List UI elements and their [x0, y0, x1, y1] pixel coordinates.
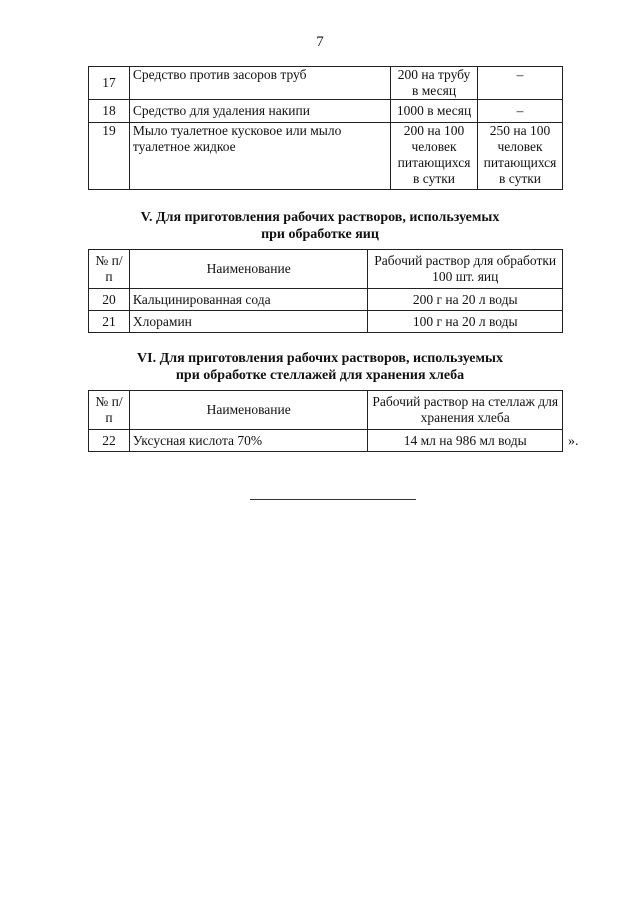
item-name: Кальцинированная сода: [129, 289, 368, 311]
top-table: [88, 66, 563, 190]
norm-value: 1000 в месяц: [391, 100, 478, 123]
row-number: 22: [89, 430, 130, 452]
section-6-title-line1: VI. Для приготовления рабочих растворов, используемых: [137, 351, 503, 366]
section-6-title-line2: при обработке стеллажей для хранения хлеба: [175, 368, 465, 383]
norm-value: 200 на трубу в месяц: [391, 67, 478, 100]
table-row: [89, 311, 563, 333]
closing-quote: ».: [568, 434, 579, 449]
norm-value-alt: 250 на 100 человек питающихся в сутки: [478, 123, 563, 190]
table-row: [89, 67, 563, 100]
table-header-row: [89, 391, 563, 430]
header-number: № п/п: [89, 391, 130, 430]
solution-value: 100 г на 20 л воды: [368, 311, 563, 333]
table-row: [89, 123, 563, 190]
item-name: Уксусная кислота 70%: [129, 430, 368, 452]
row-number: 18: [89, 100, 130, 123]
row-number: 21: [89, 311, 130, 333]
item-name: Хлорамин: [129, 311, 368, 333]
solution-value: 14 мл на 986 мл воды: [368, 430, 563, 452]
norm-value-alt: –: [478, 100, 563, 123]
row-number: 20: [89, 289, 130, 311]
table-row: [89, 289, 563, 311]
item-name: Средство для удаления накипи: [129, 100, 390, 123]
item-name: Средство против засоров труб: [129, 67, 390, 100]
section-6-title: [0, 350, 640, 384]
end-rule: [250, 499, 416, 500]
norm-value-alt: –: [478, 67, 563, 100]
header-solution: Рабочий раствор для обработки 100 шт. яиц: [368, 250, 563, 289]
header-number: № п/п: [89, 250, 130, 289]
row-number: 17: [89, 67, 130, 100]
row-number: 19: [89, 123, 130, 190]
section-5-title-line1: V. Для приготовления рабочих растворов, используемых: [140, 210, 500, 225]
item-name: Мыло туалетное кусковое или мыло туалетное жидкое: [129, 123, 390, 190]
section-6-table: [88, 390, 563, 452]
header-solution: Рабочий раствор на стеллаж для хранения хлеба: [368, 391, 563, 430]
section-5-title-line2: при обработке яиц: [261, 227, 379, 242]
solution-value: 200 г на 20 л воды: [368, 289, 563, 311]
norm-value: 200 на 100 человек питающихся в сутки: [391, 123, 478, 190]
section-5-table: [88, 249, 563, 333]
page-number: 7: [316, 34, 324, 50]
section-5-title: [0, 209, 640, 243]
table-header-row: [89, 250, 563, 289]
table-row: [89, 430, 563, 452]
table-row: [89, 100, 563, 123]
header-name: Наименование: [129, 391, 368, 430]
header-name: Наименование: [129, 250, 368, 289]
